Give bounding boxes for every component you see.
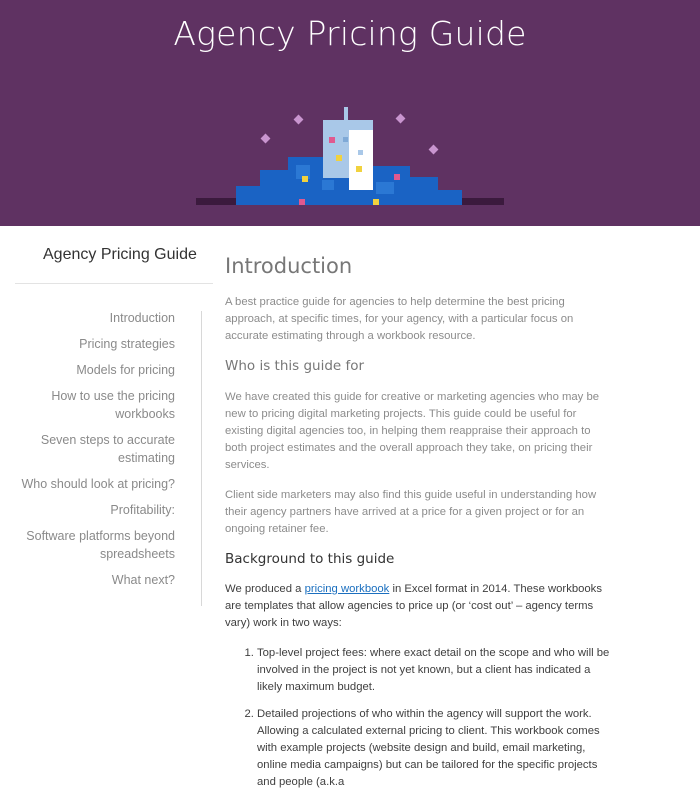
- main-content: [225, 254, 615, 801]
- pricing-methods-list: [225, 645, 615, 791]
- toc-vertical-rule: [201, 311, 202, 606]
- list-item: 2. Detailed projections of who within the agency will support the work. Allowing a calculated external pricing to client. This workbook comes with example projects (website design and build, email marketing, online media campaigns) but can be tailored for the specific projects and people (a.k.a: [257, 706, 615, 791]
- toc-item-who-should-look[interactable]: Who should look at pricing?: [21, 477, 175, 491]
- toc-item-what-next[interactable]: What next?: [111, 573, 175, 587]
- background-heading: Background to this guide: [225, 551, 395, 567]
- list-item: 1. Top-level project fees: where exact detail on the scope and who will be involved in the project is not yet known, but a client has indicated a likely maximum budget.: [257, 645, 615, 696]
- pricing-workbook-link[interactable]: pricing workbook: [304, 583, 390, 595]
- toc-item-how-to-use-workbooks[interactable]: How to use the pricing workbooks: [51, 389, 175, 421]
- toc-item-models-for-pricing[interactable]: Models for pricing: [76, 363, 175, 377]
- city-skyline-illustration: [0, 0, 700, 226]
- hero-title: Agency Pricing Guide: [173, 14, 527, 53]
- page-heading: Introduction: [225, 254, 353, 278]
- toc-item-seven-steps[interactable]: Seven steps to accurate estimating: [40, 433, 175, 465]
- who-paragraph-1: We have created this guide for creative or marketing agencies who may be new to pricing digital marketing projects. This guide could be useful for existing digital agencies too, in helping them reappraise their approach to both project estimates and the overall approach they take, on pricing their services.: [225, 391, 600, 471]
- background-paragraph: [225, 581, 615, 632]
- background-text-after: in Excel format in 2014. These workbooks are templates that allow agencies to price up (or ‘cost out’ – agency terms vary) work in two ways:: [225, 583, 602, 629]
- who-paragraph-2: Client side marketers may also find this guide useful in understanding how their agency partners have arrived at a price for a given project or for an ongoing retainer fee.: [225, 489, 597, 535]
- table-of-contents: [15, 309, 175, 597]
- sidebar-title: Agency Pricing Guide: [43, 246, 197, 263]
- sidebar-divider: [15, 283, 213, 284]
- toc-item-pricing-strategies[interactable]: Pricing strategies: [79, 337, 175, 351]
- hero-banner: [0, 0, 700, 226]
- who-heading: Who is this guide for: [225, 358, 365, 374]
- toc-item-software-platforms[interactable]: Software platforms beyond spreadsheets: [26, 529, 175, 561]
- intro-paragraph: A best practice guide for agencies to help determine the best pricing approach, at specific times, for your agency, with a particular focus on accurate estimating through a workbook resource.: [225, 296, 574, 342]
- toc-item-profitability[interactable]: Profitability:: [110, 503, 175, 517]
- toc-item-introduction[interactable]: Introduction: [109, 311, 175, 325]
- background-text-before: We produced a: [225, 583, 305, 595]
